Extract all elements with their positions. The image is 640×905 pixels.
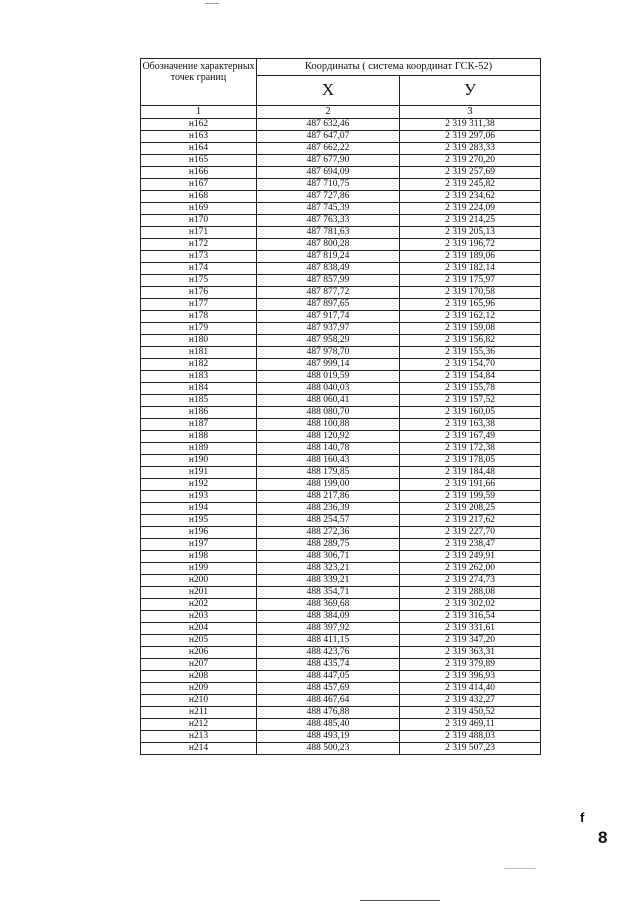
y-value: 2 319 155,78	[400, 383, 541, 395]
x-value: 488 199,00	[257, 479, 400, 491]
point-label: н178	[141, 311, 257, 323]
x-value: 488 179,85	[257, 467, 400, 479]
point-label: н203	[141, 611, 257, 623]
y-value: 2 319 157,52	[400, 395, 541, 407]
y-value: 2 319 283,33	[400, 143, 541, 155]
table-row	[141, 527, 541, 539]
x-value: 488 397,92	[257, 623, 400, 635]
y-value: 2 319 159,08	[400, 323, 541, 335]
x-value: 488 217,86	[257, 491, 400, 503]
point-label: н206	[141, 647, 257, 659]
point-label: н184	[141, 383, 257, 395]
scan-speck	[205, 3, 219, 4]
table-row	[141, 119, 541, 131]
point-label: н189	[141, 443, 257, 455]
point-label: н214	[141, 743, 257, 755]
x-value: 487 897,65	[257, 299, 400, 311]
x-value: 487 677,90	[257, 155, 400, 167]
table-row	[141, 647, 541, 659]
table-row	[141, 515, 541, 527]
table-row	[141, 131, 541, 143]
point-label: н211	[141, 707, 257, 719]
y-value: 2 319 155,36	[400, 347, 541, 359]
table-row	[141, 287, 541, 299]
y-value: 2 319 249,91	[400, 551, 541, 563]
table-row	[141, 539, 541, 551]
y-value: 2 319 316,54	[400, 611, 541, 623]
table-row	[141, 371, 541, 383]
point-label: н187	[141, 419, 257, 431]
y-value: 2 319 302,02	[400, 599, 541, 611]
point-label: н182	[141, 359, 257, 371]
point-label: н202	[141, 599, 257, 611]
table-row	[141, 299, 541, 311]
table-row	[141, 479, 541, 491]
header-point-label: Обозначение характерных точек границ	[141, 59, 257, 106]
x-value: 488 120,92	[257, 431, 400, 443]
y-value: 2 319 469,11	[400, 719, 541, 731]
table-row	[141, 215, 541, 227]
table-row	[141, 311, 541, 323]
point-label: н163	[141, 131, 257, 143]
y-value: 2 319 363,31	[400, 647, 541, 659]
y-value: 2 319 414,40	[400, 683, 541, 695]
y-value: 2 319 227,70	[400, 527, 541, 539]
point-label: н196	[141, 527, 257, 539]
table-row	[141, 671, 541, 683]
x-value: 488 306,71	[257, 551, 400, 563]
y-value: 2 319 396,93	[400, 671, 541, 683]
point-label: н167	[141, 179, 257, 191]
table-row	[141, 239, 541, 251]
table-row	[141, 359, 541, 371]
point-label: н170	[141, 215, 257, 227]
table-row	[141, 431, 541, 443]
table-row	[141, 707, 541, 719]
table-body	[141, 119, 541, 755]
table-row	[141, 683, 541, 695]
table-row	[141, 743, 541, 755]
point-label: н174	[141, 263, 257, 275]
point-label: н176	[141, 287, 257, 299]
point-label: н198	[141, 551, 257, 563]
x-value: 488 289,75	[257, 539, 400, 551]
x-value: 488 476,88	[257, 707, 400, 719]
x-value: 488 339,21	[257, 575, 400, 587]
y-value: 2 319 234,62	[400, 191, 541, 203]
table-row	[141, 407, 541, 419]
table-row	[141, 263, 541, 275]
x-value: 488 369,68	[257, 599, 400, 611]
table-row	[141, 551, 541, 563]
table-row	[141, 635, 541, 647]
y-value: 2 319 162,12	[400, 311, 541, 323]
y-value: 2 319 214,25	[400, 215, 541, 227]
x-value: 487 857,99	[257, 275, 400, 287]
x-value: 488 457,69	[257, 683, 400, 695]
point-label: н177	[141, 299, 257, 311]
y-value: 2 319 163,38	[400, 419, 541, 431]
y-value: 2 319 450,52	[400, 707, 541, 719]
scan-speck	[505, 868, 535, 869]
x-value: 487 917,74	[257, 311, 400, 323]
x-value: 488 411,15	[257, 635, 400, 647]
table-row	[141, 323, 541, 335]
y-value: 2 319 379,89	[400, 659, 541, 671]
column-number-1: 1	[141, 106, 257, 119]
point-label: н194	[141, 503, 257, 515]
header-y: У	[400, 75, 541, 105]
table-row	[141, 443, 541, 455]
point-label: н193	[141, 491, 257, 503]
table-row	[141, 587, 541, 599]
y-value: 2 319 182,14	[400, 263, 541, 275]
x-value: 487 819,24	[257, 251, 400, 263]
point-label: н173	[141, 251, 257, 263]
y-value: 2 319 288,08	[400, 587, 541, 599]
y-value: 2 319 432,27	[400, 695, 541, 707]
header-coordinates: Координаты ( система координат ГСК-52)	[257, 59, 541, 76]
point-label: н195	[141, 515, 257, 527]
y-value: 2 319 156,82	[400, 335, 541, 347]
y-value: 2 319 154,84	[400, 371, 541, 383]
x-value: 488 160,43	[257, 455, 400, 467]
x-value: 488 272,36	[257, 527, 400, 539]
point-label: н197	[141, 539, 257, 551]
x-value: 488 467,64	[257, 695, 400, 707]
table-row	[141, 383, 541, 395]
table-row	[141, 731, 541, 743]
x-value: 487 745,39	[257, 203, 400, 215]
point-label: н172	[141, 239, 257, 251]
y-value: 2 319 224,09	[400, 203, 541, 215]
x-value: 487 763,33	[257, 215, 400, 227]
y-value: 2 319 488,03	[400, 731, 541, 743]
point-label: н175	[141, 275, 257, 287]
x-value: 487 781,63	[257, 227, 400, 239]
y-value: 2 319 160,05	[400, 407, 541, 419]
table-row	[141, 575, 541, 587]
table-row	[141, 251, 541, 263]
x-value: 487 662,22	[257, 143, 400, 155]
y-value: 2 319 507,23	[400, 743, 541, 755]
point-label: н169	[141, 203, 257, 215]
x-value: 488 019,59	[257, 371, 400, 383]
x-value: 487 800,28	[257, 239, 400, 251]
y-value: 2 319 165,96	[400, 299, 541, 311]
y-value: 2 319 178,05	[400, 455, 541, 467]
table-row	[141, 335, 541, 347]
table-row	[141, 599, 541, 611]
x-value: 487 958,29	[257, 335, 400, 347]
y-value: 2 319 347,20	[400, 635, 541, 647]
x-value: 488 493,19	[257, 731, 400, 743]
y-value: 2 319 262,00	[400, 563, 541, 575]
table-row	[141, 419, 541, 431]
x-value: 488 423,76	[257, 647, 400, 659]
point-label: н162	[141, 119, 257, 131]
point-label: н165	[141, 155, 257, 167]
point-label: н207	[141, 659, 257, 671]
table-row	[141, 275, 541, 287]
x-value: 488 354,71	[257, 587, 400, 599]
margin-mark: f	[580, 810, 585, 825]
table-row	[141, 191, 541, 203]
x-value: 487 978,70	[257, 347, 400, 359]
point-label: н192	[141, 479, 257, 491]
point-label: н188	[141, 431, 257, 443]
table-row	[141, 155, 541, 167]
table-row	[141, 491, 541, 503]
point-label: н201	[141, 587, 257, 599]
point-label: н171	[141, 227, 257, 239]
x-value: 488 254,57	[257, 515, 400, 527]
y-value: 2 319 217,62	[400, 515, 541, 527]
point-label: н191	[141, 467, 257, 479]
table-row	[141, 623, 541, 635]
x-value: 488 435,74	[257, 659, 400, 671]
x-value: 487 838,49	[257, 263, 400, 275]
table-row	[141, 395, 541, 407]
x-value: 488 060,41	[257, 395, 400, 407]
y-value: 2 319 331,61	[400, 623, 541, 635]
table-row	[141, 719, 541, 731]
point-label: н186	[141, 407, 257, 419]
x-value: 488 500,23	[257, 743, 400, 755]
point-label: н204	[141, 623, 257, 635]
point-label: н168	[141, 191, 257, 203]
point-label: н180	[141, 335, 257, 347]
point-label: н209	[141, 683, 257, 695]
y-value: 2 319 270,20	[400, 155, 541, 167]
point-label: н181	[141, 347, 257, 359]
point-label: н205	[141, 635, 257, 647]
y-value: 2 319 297,06	[400, 131, 541, 143]
x-value: 488 485,40	[257, 719, 400, 731]
table-row	[141, 455, 541, 467]
x-value: 487 727,86	[257, 191, 400, 203]
x-value: 488 384,09	[257, 611, 400, 623]
y-value: 2 319 189,06	[400, 251, 541, 263]
y-value: 2 319 199,59	[400, 491, 541, 503]
y-value: 2 319 184,48	[400, 467, 541, 479]
point-label: н164	[141, 143, 257, 155]
point-label: н166	[141, 167, 257, 179]
point-label: н212	[141, 719, 257, 731]
y-value: 2 319 191,66	[400, 479, 541, 491]
y-value: 2 319 208,25	[400, 503, 541, 515]
x-value: 488 100,88	[257, 419, 400, 431]
y-value: 2 319 175,97	[400, 275, 541, 287]
x-value: 487 694,09	[257, 167, 400, 179]
point-label: н210	[141, 695, 257, 707]
point-label: н200	[141, 575, 257, 587]
y-value: 2 319 167,49	[400, 431, 541, 443]
table-row	[141, 227, 541, 239]
scan-speck	[360, 900, 440, 901]
table-row	[141, 563, 541, 575]
y-value: 2 319 274,73	[400, 575, 541, 587]
table-row	[141, 143, 541, 155]
table-row	[141, 503, 541, 515]
table-row	[141, 611, 541, 623]
x-value: 487 632,46	[257, 119, 400, 131]
x-value: 488 080,70	[257, 407, 400, 419]
point-label: н185	[141, 395, 257, 407]
point-label: н208	[141, 671, 257, 683]
column-number-3: 3	[400, 106, 541, 119]
x-value: 488 140,78	[257, 443, 400, 455]
y-value: 2 319 257,69	[400, 167, 541, 179]
point-label: н199	[141, 563, 257, 575]
x-value: 487 937,97	[257, 323, 400, 335]
table-row	[141, 203, 541, 215]
table-row	[141, 659, 541, 671]
y-value: 2 319 170,58	[400, 287, 541, 299]
point-label: н183	[141, 371, 257, 383]
x-value: 487 877,72	[257, 287, 400, 299]
y-value: 2 319 311,38	[400, 119, 541, 131]
table-row	[141, 695, 541, 707]
x-value: 488 040,03	[257, 383, 400, 395]
table-row	[141, 347, 541, 359]
y-value: 2 319 245,82	[400, 179, 541, 191]
x-value: 488 447,05	[257, 671, 400, 683]
table-row	[141, 467, 541, 479]
table-row	[141, 167, 541, 179]
y-value: 2 319 238,47	[400, 539, 541, 551]
y-value: 2 319 172,38	[400, 443, 541, 455]
x-value: 488 236,39	[257, 503, 400, 515]
point-label: н179	[141, 323, 257, 335]
x-value: 487 999,14	[257, 359, 400, 371]
y-value: 2 319 196,72	[400, 239, 541, 251]
header-x: X	[257, 75, 400, 105]
x-value: 487 710,75	[257, 179, 400, 191]
coordinates-table	[140, 58, 541, 755]
table-row	[141, 179, 541, 191]
x-value: 488 323,21	[257, 563, 400, 575]
y-value: 2 319 154,70	[400, 359, 541, 371]
page-number: 8	[598, 828, 608, 847]
column-number-2: 2	[257, 106, 400, 119]
point-label: н213	[141, 731, 257, 743]
x-value: 487 647,07	[257, 131, 400, 143]
point-label: н190	[141, 455, 257, 467]
y-value: 2 319 205,13	[400, 227, 541, 239]
